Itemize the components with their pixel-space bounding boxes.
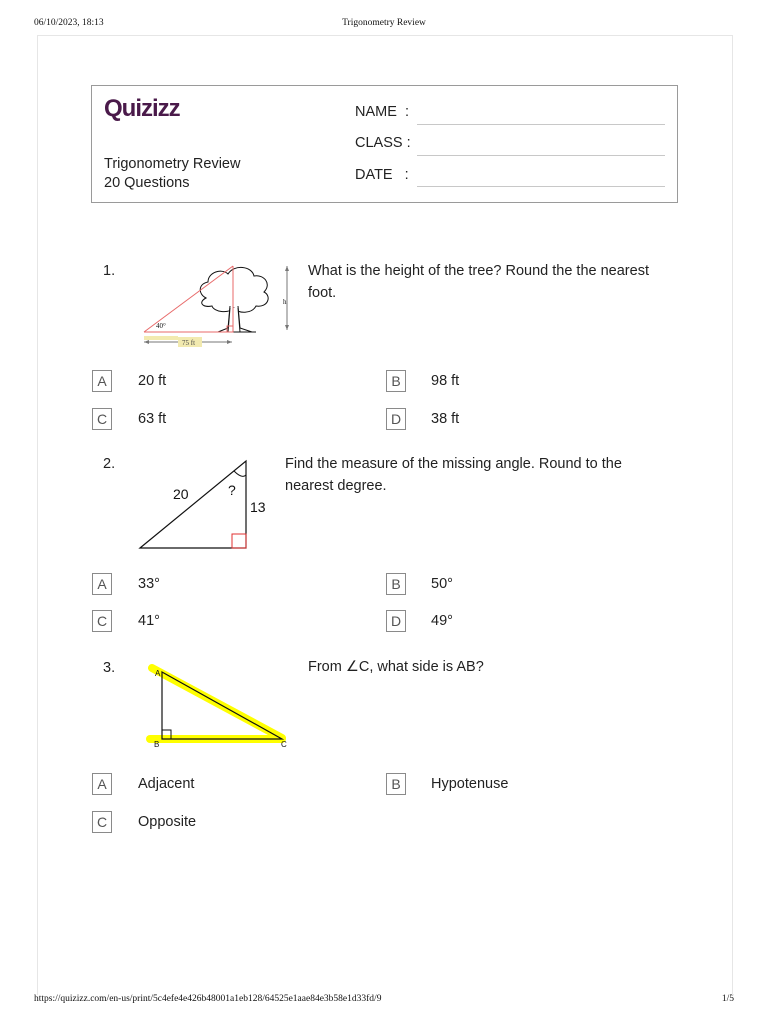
hypotenuse-label: 20 <box>173 486 189 502</box>
page-number: 1/5 <box>721 994 734 1004</box>
q2-option-b-box[interactable]: B <box>386 573 406 595</box>
q1-option-b-box[interactable]: B <box>386 370 406 392</box>
class-label: CLASS : <box>355 135 411 151</box>
question-3-number: 3. <box>103 660 116 676</box>
class-field[interactable] <box>417 154 665 156</box>
q2-option-c-box[interactable]: C <box>92 610 112 632</box>
q3-option-a-box[interactable]: A <box>92 773 112 795</box>
date-field[interactable] <box>417 185 665 187</box>
q1-option-d-text: 38 ft <box>431 411 460 427</box>
q3-option-c-box[interactable]: C <box>92 811 112 833</box>
quiz-title: Trigonometry Review <box>104 156 241 172</box>
q3-option-b-text: Hypotenuse <box>431 776 509 792</box>
q3-option-a-text: Adjacent <box>138 776 195 792</box>
quizizz-logo <box>104 94 194 127</box>
question-2-number: 2. <box>103 456 116 472</box>
q1-option-b-text: 98 ft <box>431 373 460 389</box>
q1-option-c-box[interactable]: C <box>92 408 112 430</box>
triangle-diagram-3 <box>140 656 296 755</box>
side-label: 13 <box>250 499 266 515</box>
q2-option-d-text: 49° <box>431 613 453 629</box>
q3-option-c-text: Opposite <box>138 814 197 830</box>
logo-text: Quizizz <box>104 95 180 122</box>
date-label: DATE : <box>355 167 409 183</box>
question-3-text: From ∠C, what side is AB? <box>308 659 484 675</box>
vertex-c-label: C <box>281 740 287 749</box>
q2-option-b-text: 50° <box>431 576 453 592</box>
tree-base-label: 75 ft <box>182 339 196 347</box>
q1-option-a-text: 20 ft <box>138 373 167 389</box>
tree-diagram <box>138 258 298 355</box>
print-url: https://quizizz.com/en-us/print/5c4efe4e426b48001a1eb128/64525e1aae84e3b58e1d33fd/9 <box>34 994 382 1004</box>
print-header <box>0 18 768 32</box>
name-label: NAME : <box>355 104 409 120</box>
q1-option-d-box[interactable]: D <box>386 408 406 430</box>
question-count: 20 Questions <box>104 175 190 191</box>
tree-angle-label: 40° <box>156 322 166 330</box>
vertex-a-label: A <box>155 669 161 678</box>
triangle-diagram-2 <box>136 457 276 558</box>
print-datetime: 06/10/2023, 18:13 <box>34 18 104 28</box>
missing-angle-label: ? <box>228 482 236 498</box>
q2-option-a-box[interactable]: A <box>92 573 112 595</box>
question-1-number: 1. <box>103 263 116 279</box>
q2-option-a-text: 33° <box>138 576 160 592</box>
print-footer <box>0 994 768 1008</box>
print-title: Trigonometry Review <box>342 18 426 28</box>
q1-option-a-box[interactable]: A <box>92 370 112 392</box>
q2-option-d-box[interactable]: D <box>386 610 406 632</box>
question-1-text: What is the height of the tree? Round the the nearest foot. <box>308 263 649 301</box>
vertex-b-label: B <box>154 740 160 749</box>
name-field[interactable] <box>417 123 665 125</box>
worksheet-header <box>91 85 678 203</box>
tree-height-label: h <box>283 298 287 306</box>
q3-option-b-box[interactable]: B <box>386 773 406 795</box>
q1-option-c-text: 63 ft <box>138 411 167 427</box>
question-2-text: Find the measure of the missing angle. Round to the nearest degree. <box>285 456 622 494</box>
q2-option-c-text: 41° <box>138 613 160 629</box>
